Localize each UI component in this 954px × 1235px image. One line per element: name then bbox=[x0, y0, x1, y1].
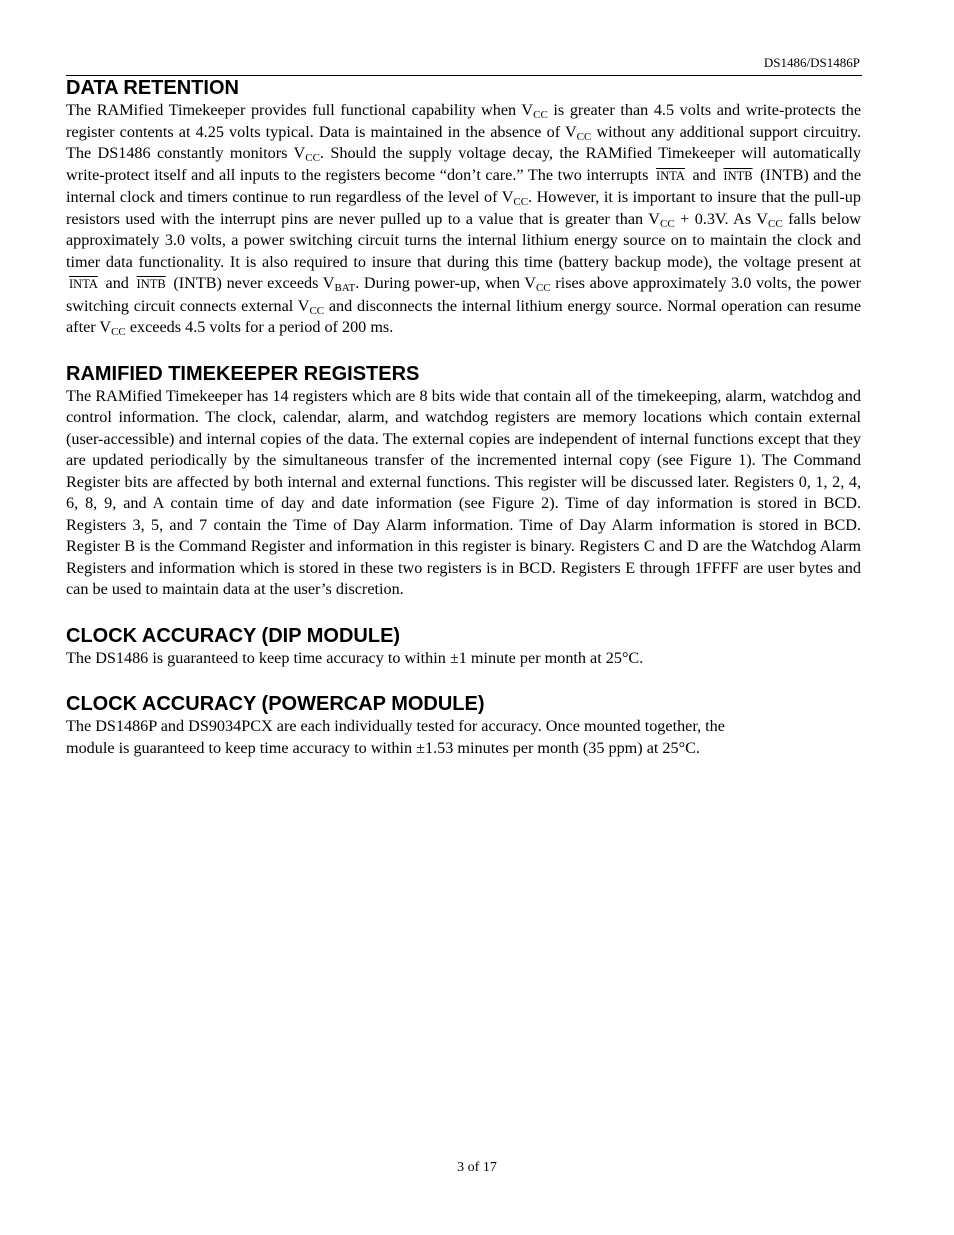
section-title-registers: RAMIFIED TIMEKEEPER REGISTERS bbox=[66, 362, 420, 385]
section-title-clock-powercap: CLOCK ACCURACY (POWERCAP MODULE) bbox=[66, 693, 485, 715]
inta-signal: INTA bbox=[656, 168, 685, 183]
inta-signal: INTA bbox=[69, 277, 98, 291]
data-retention-paragraph: The RAMified Timekeeper provides full functional capability when $V_{CC}$ is greater than 4.5 volts and write-protects the register contents at 4.25 volts typical. Data is maintained in the absence of $V_{CC}$ without any additional support circuitry. The DS1486 constantly monitors $V_{CC}$. Should the supply voltage decay, the RAMified Timekeeper will automatically write-protect itself and all inputs to the registers become “don’t care.” The two interrupts INTA and INTB (INTB) and the internal clock and timers continue to run regardless of the level of $V_{CC}$. However, it is important to insure that the pull-up resistors used with the interrupt pins are never pulled up to a value that is greater than $V_{CC} + 0.3V$. As $V_{CC}$ falls below approximately 3.0 volts, a power switching circuit turns the internal lithium energy source on to maintain the clock and timer data functionality. It is also required to insure that during this time (battery backup mode), the voltage present at INTA and INTB (INTB) never exceeds $V_{BAT}$. During power-up, when $V_{CC}$ rises above approximately 3.0 volts, the power switching circuit connects external $V_{CC}$ and disconnects the internal lithium energy source. Normal operation can resume after $V_{CC}$ exceeds 4.5 volts for a period of 200 ms. bbox=[66, 101, 862, 338]
page-number: 3 of 17 bbox=[457, 1160, 497, 1175]
clock-dip-paragraph: The DS1486 is guaranteed to keep time accuracy to within ±1 minute per month at 25°C. bbox=[66, 648, 644, 667]
page-content bbox=[66, 76, 861, 759]
section-title-clock-dip: CLOCK ACCURACY (DIP MODULE) bbox=[66, 624, 401, 647]
intb-signal: INTB bbox=[136, 277, 166, 291]
registers-paragraph: The RAMified Timekeeper has 14 registers which are 8 bits wide that contain all of the timekeeping, alarm, watchdog and control information. The clock, calendar, alarm, and watchdog registers are memory locations which contain external (user-accessible) and internal copies of the data. The external copies are independent of internal functions except that they are updated periodically by the simultaneous transfer of the incremented internal copy (see Figure 1). The Command Register bits are affected by both internal and external functions. This register will be discussed later. Registers 0, 1, 2, 4, 6, 8, 9, and A contain time of day and date information (see Figure 2). Time of day information is stored in BCD. Registers 3, 5, and 7 contain the Time of Day Alarm information. Time of Day Alarm information is stored in BCD. Register B is the Command Register and information in this register is binary. Registers C and D are the Watchdog Alarm Registers and information which is stored in these two registers is in BCD. Registers E through 1FFFF are user bytes and can be used to maintain data at the user’s discretion. bbox=[66, 386, 861, 598]
clock-powercap-paragraph bbox=[66, 716, 861, 759]
document-id: DS1486/DS1486P bbox=[763, 55, 860, 70]
section-title-data-retention: DATA RETENTION bbox=[66, 77, 239, 99]
clock-powercap-line-2: module is guaranteed to keep time accuracy to within ±1.53 minutes per month (35 ppm) at 25°C. bbox=[66, 738, 700, 757]
clock-powercap-line-1: The DS1486P and DS9034PCX are each individually tested for accuracy. Once mounted together, the bbox=[66, 717, 725, 735]
intb-signal: INTB bbox=[723, 168, 753, 183]
